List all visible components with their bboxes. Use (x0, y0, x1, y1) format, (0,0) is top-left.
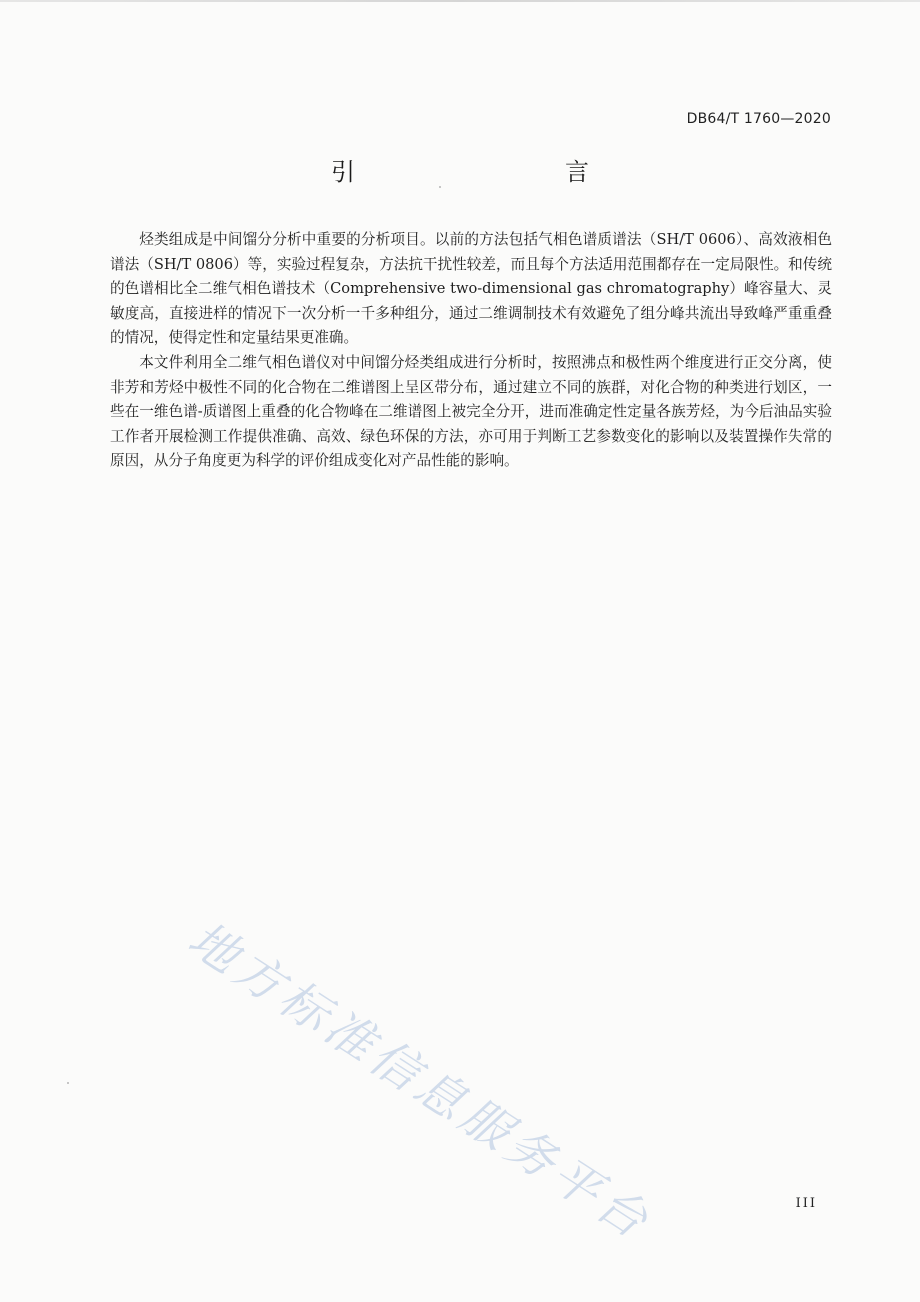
paragraph-2: 本文件利用全二维气相色谱仪对中间馏分烃类组成进行分析时，按照沸点和极性两个维度进行正交分离，使非芳和芳烃中极性不同的化合物在二维谱图上呈区带分布，通过建立不同的族群，对化合物的种类进行划区，一些在一维色谱-质谱图上重叠的化合物峰在二维谱图上被完全分开，进而准确定性定量各族芳烃，为今后油品实验工作者开展检测工作提供准确、高效、绿色环保的方法，亦可用于判断工艺参数变化的影响以及装置操作失常的原因，从分子角度更为科学的评价组成变化对产品性能的影响。 (110, 353, 832, 470)
page-title: 引 言 (331, 158, 643, 186)
standard-code: DB64/T 1760—2020 (686, 111, 831, 127)
scan-speck (67, 1082, 69, 1084)
page-number: III (795, 1196, 817, 1211)
scan-speck (439, 186, 441, 188)
scan-top-edge (0, 0, 920, 2)
body-text (110, 228, 832, 474)
paragraph-1: 烃类组成是中间馏分分析中重要的分析项目。以前的方法包括气相色谱质谱法（SH/T 0606）、高效液相色谱法（SH/T 0806）等，实验过程复杂，方法抗干扰性较差，而且每个方法适用范围都存在一定局限性。和传统的色谱相比全二维气相色谱技术（Comprehensive two-dimensional gas chromatography）峰容量大、灵敏度高，直接进样的情况下一次分析一千多种组分，通过二维调制技术有效避免了组分峰共流出导致峰严重重叠的情况，使得定性和定量结果更准确。 (110, 231, 832, 347)
watermark: 地方标准信息服务平台 (178, 910, 662, 1252)
